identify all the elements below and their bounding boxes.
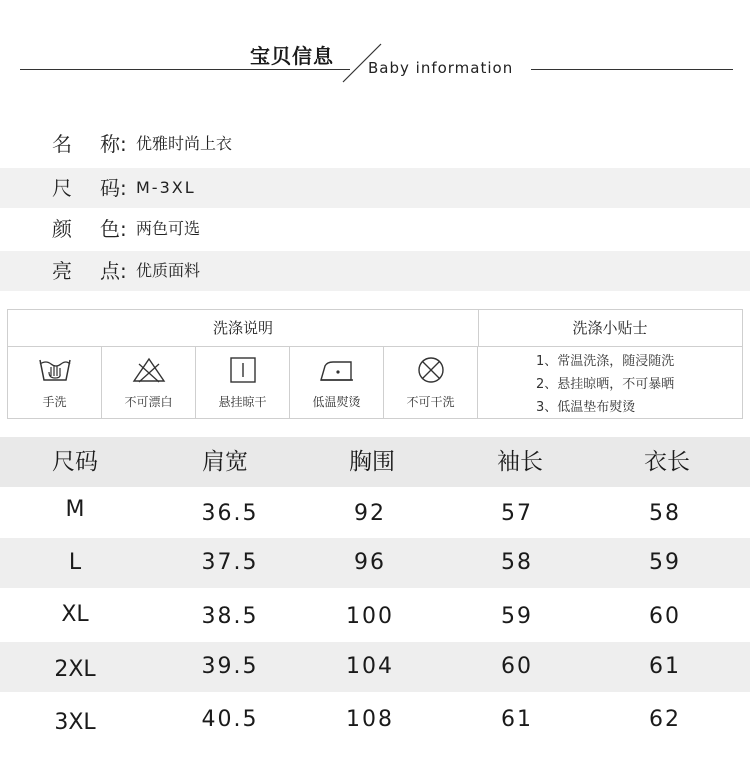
shoulder-cell: 38.5	[201, 604, 259, 629]
wash-label: 低温熨烫	[312, 395, 361, 409]
wash-cell-no-bleach	[102, 346, 196, 418]
shoulder-cell: 36.5	[201, 501, 259, 526]
info-label: 亮 点:	[52, 259, 127, 283]
no-bleach-icon	[131, 356, 167, 384]
col-header-sleeve: 袖长	[497, 449, 543, 475]
hang-dry-icon	[225, 356, 261, 384]
wash-tip: 3、低温垫布熨烫	[536, 400, 636, 415]
info-value: 优质面料	[136, 261, 201, 280]
length-cell: 62	[649, 707, 681, 732]
info-row-highlight	[0, 251, 750, 291]
sleeve-cell: 61	[501, 707, 533, 732]
table-row	[0, 489, 750, 539]
table-row	[0, 592, 750, 642]
table-row	[0, 538, 750, 588]
wash-cell-hand-wash	[8, 346, 102, 418]
wash-tip: 2、悬挂晾晒，不可暴晒	[536, 377, 675, 392]
col-header-size: 尺码	[52, 449, 98, 475]
sleeve-cell: 57	[501, 501, 533, 526]
col-header-shoulder: 肩宽	[202, 449, 248, 475]
info-label: 颜 色:	[52, 217, 127, 241]
hand-wash-icon	[37, 356, 73, 384]
table-row	[0, 642, 750, 692]
wash-label: 不可干洗	[406, 395, 455, 409]
length-cell: 59	[649, 550, 681, 575]
info-row-size	[0, 168, 750, 208]
wash-cell-low-iron	[290, 346, 384, 418]
wash-label: 不可漂白	[124, 395, 173, 409]
size-cell: M	[65, 497, 85, 522]
header-divider-right	[531, 69, 733, 70]
size-cell: 2XL	[54, 657, 96, 682]
section-title: 宝贝信息	[250, 44, 334, 68]
shoulder-cell: 39.5	[201, 654, 259, 679]
size-cell: 3XL	[54, 710, 96, 735]
info-row-name	[0, 124, 750, 164]
length-cell: 60	[649, 604, 681, 629]
size-table-header	[0, 437, 750, 487]
chest-cell: 104	[346, 654, 394, 679]
section-subtitle: Baby information	[368, 59, 514, 77]
shoulder-cell: 37.5	[201, 550, 259, 575]
col-header-length: 衣长	[644, 449, 690, 475]
chest-cell: 100	[346, 604, 394, 629]
wash-tip: 1、常温洗涤，随浸随洗	[536, 354, 675, 369]
table-row	[0, 695, 750, 745]
info-label: 尺 码:	[52, 176, 127, 200]
info-value: 优雅时尚上衣	[136, 134, 233, 153]
header-divider-left	[20, 69, 350, 70]
chest-cell: 108	[346, 707, 394, 732]
wash-instructions-heading: 洗涤说明	[8, 310, 479, 347]
info-value: M-3XL	[136, 178, 196, 197]
wash-cell-no-dry-clean	[384, 346, 478, 418]
sleeve-cell: 58	[501, 550, 533, 575]
info-row-color	[0, 209, 750, 249]
info-label: 名 称:	[52, 132, 127, 156]
col-header-chest: 胸围	[349, 449, 395, 475]
no-dry-clean-icon	[413, 356, 449, 384]
wash-care-table	[7, 309, 743, 419]
info-value: 两色可选	[136, 219, 201, 238]
wash-label: 手洗	[42, 395, 67, 409]
chest-cell: 96	[354, 550, 386, 575]
length-cell: 61	[649, 654, 681, 679]
chest-cell: 92	[354, 501, 386, 526]
size-cell: XL	[61, 602, 89, 627]
sleeve-cell: 59	[501, 604, 533, 629]
shoulder-cell: 40.5	[201, 707, 259, 732]
size-cell: L	[68, 550, 82, 575]
wash-label: 悬挂晾干	[218, 395, 267, 409]
length-cell: 58	[649, 501, 681, 526]
wash-cell-hang-dry	[196, 346, 290, 418]
low-iron-icon	[317, 356, 357, 384]
sleeve-cell: 60	[501, 654, 533, 679]
wash-tips-list	[478, 346, 742, 418]
wash-tips-heading: 洗涤小贴士	[478, 310, 742, 347]
